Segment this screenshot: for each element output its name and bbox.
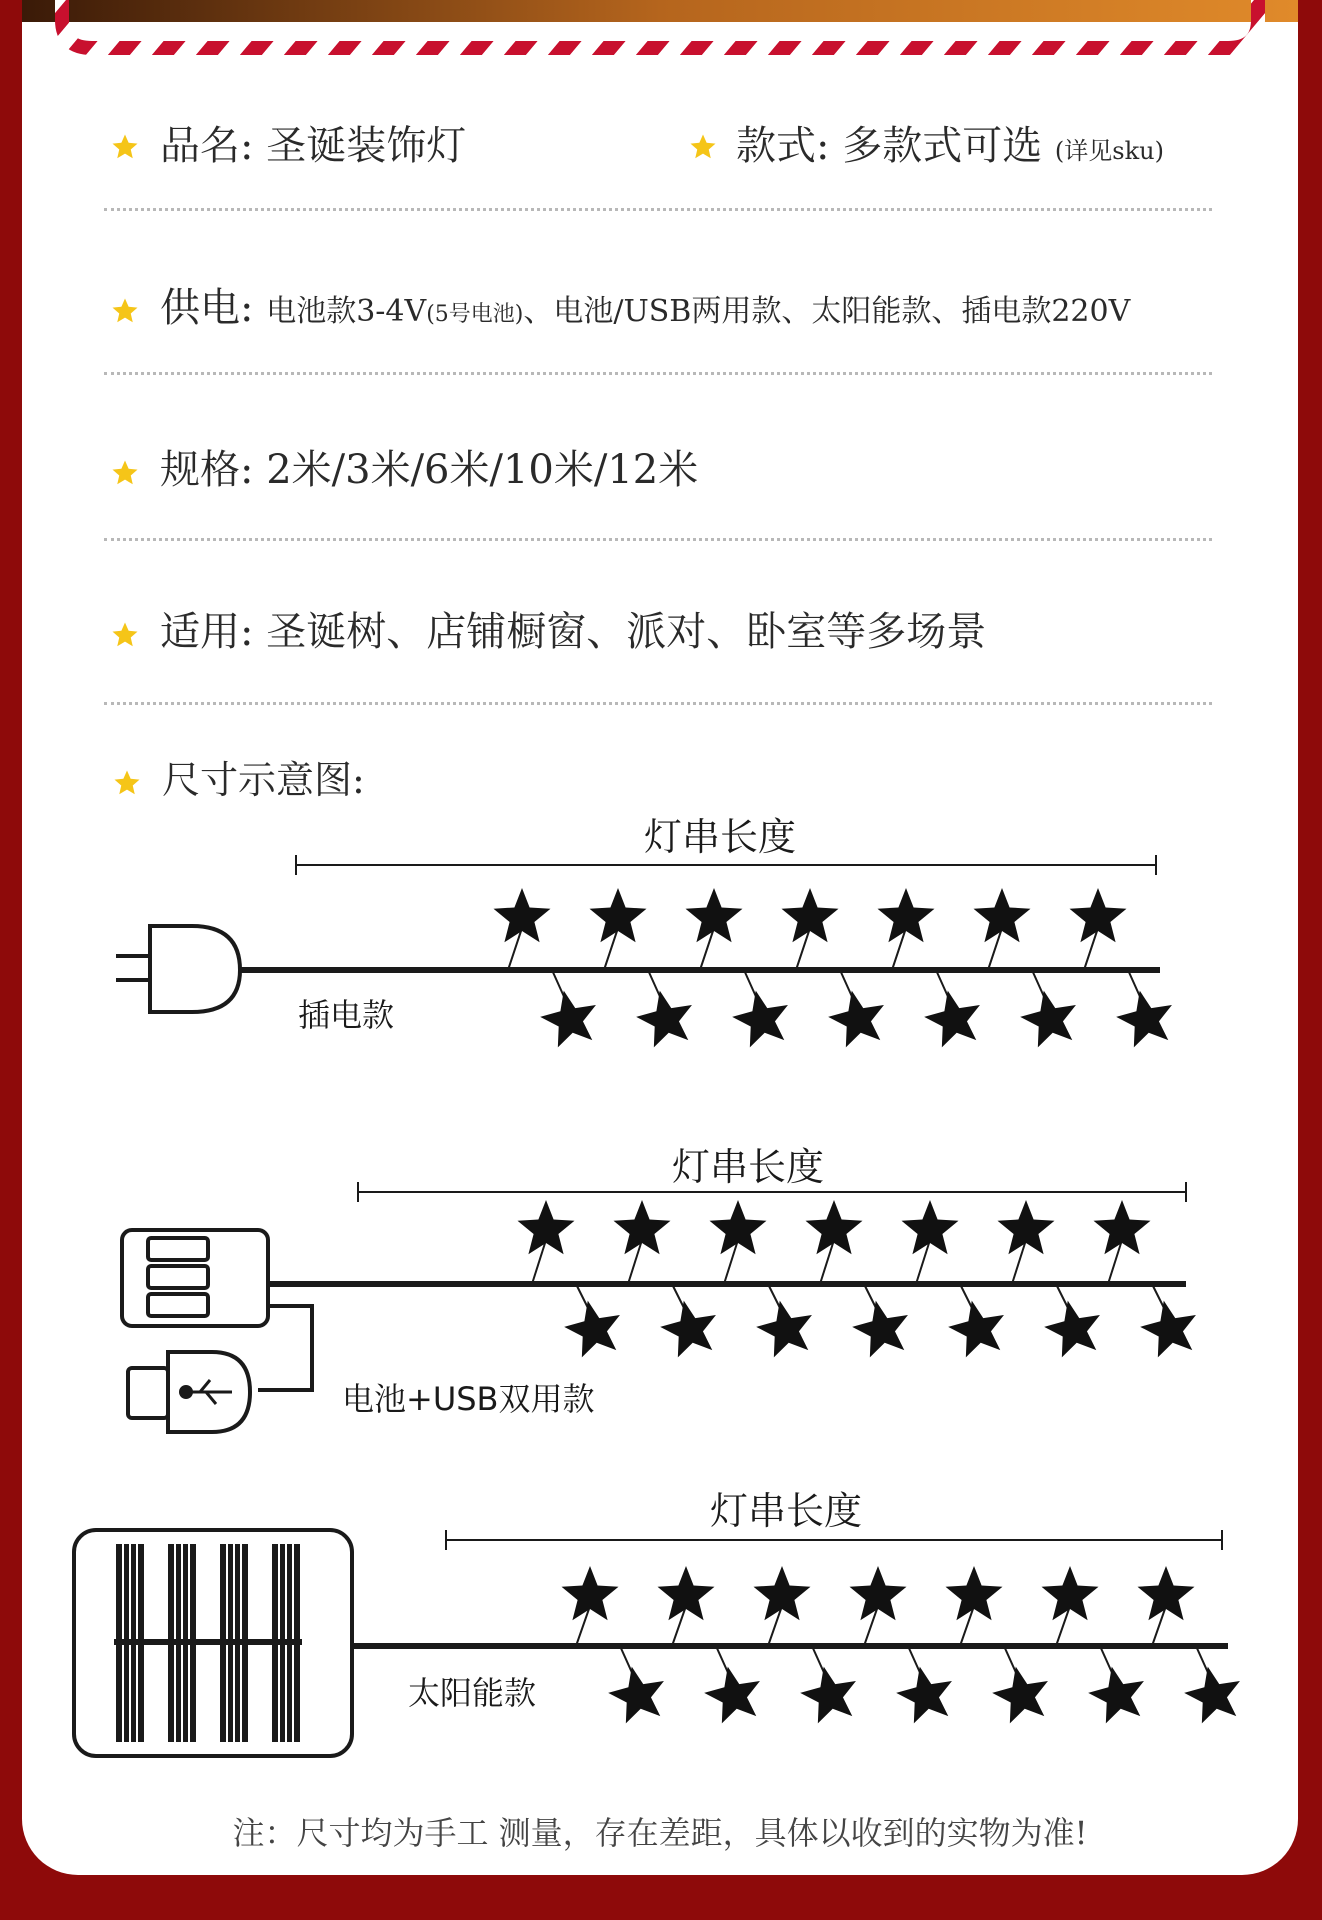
star-bulb	[656, 1295, 723, 1360]
star-bulb	[824, 985, 891, 1050]
spec-key: 款式:	[736, 123, 830, 169]
type-label: 太阳能款	[408, 1674, 537, 1712]
star-bulb	[850, 1566, 907, 1620]
star-bulb	[604, 1661, 671, 1726]
star-bullet-icon	[110, 620, 140, 650]
star-bulb	[782, 888, 839, 942]
star-bulb	[560, 1295, 627, 1360]
spec-card	[22, 0, 1298, 1875]
dotted-divider	[104, 702, 1212, 705]
star-bulb	[1180, 1661, 1247, 1726]
star-bulb	[1042, 1566, 1099, 1620]
type-label: 电池+USB双用款	[342, 1380, 595, 1418]
star-bulb	[1040, 1295, 1107, 1360]
spec-value: 电池款3-4V	[266, 294, 427, 329]
battery-box-icon	[122, 1230, 268, 1326]
star-bullet-icon	[110, 458, 140, 488]
dotted-divider	[104, 208, 1212, 211]
star-bulb	[946, 1566, 1003, 1620]
star-bulb	[562, 1566, 619, 1620]
spec-note: (详见sku)	[1054, 137, 1164, 165]
length-bracket	[358, 1182, 1186, 1202]
star-bulb	[518, 1200, 575, 1254]
star-bulb	[494, 888, 551, 942]
footnote: 注：尺寸均为手工 测量，存在差距，具体以收到的实物为准!	[232, 1814, 1088, 1852]
spec-value: 圣诞装饰灯	[266, 123, 467, 169]
star-bullet-icon	[110, 132, 140, 162]
battery-usb-diagram	[22, 1180, 1298, 1440]
spec-note: (5号电池)	[426, 302, 524, 327]
star-bulb	[536, 985, 603, 1050]
star-bulb	[632, 985, 699, 1050]
spec-usage	[160, 608, 986, 656]
star-bulb	[806, 1200, 863, 1254]
star-bulb	[998, 1200, 1055, 1254]
spec-size	[160, 446, 698, 494]
star-bulb	[892, 1661, 959, 1726]
star-bulb	[710, 1200, 767, 1254]
length-label: 灯串长度	[710, 1489, 863, 1533]
type-label: 插电款	[298, 996, 395, 1034]
spec-key: 供电:	[160, 285, 254, 331]
star-bulb	[1138, 1566, 1195, 1620]
usb-plug-icon	[128, 1352, 250, 1432]
star-bulb	[754, 1566, 811, 1620]
dotted-divider	[104, 372, 1212, 375]
spec-tail: 、电池/USB两用款、太阳能款、插电款220V	[523, 294, 1131, 329]
length-label: 灯串长度	[672, 1145, 825, 1189]
plug-diagram	[22, 850, 1298, 1050]
star-bulb	[700, 1661, 767, 1726]
star-bulb	[590, 888, 647, 942]
star-bulb	[1112, 985, 1179, 1050]
spec-name	[160, 122, 466, 170]
spec-power	[160, 284, 1130, 339]
star-bulb	[1016, 985, 1083, 1050]
solar-diagram	[22, 1524, 1298, 1764]
star-bulb	[752, 1295, 819, 1360]
star-bulb	[848, 1295, 915, 1360]
spec-value: 圣诞树、店铺橱窗、派对、卧室等多场景	[266, 609, 987, 655]
dotted-divider	[104, 538, 1212, 541]
length-bracket	[296, 855, 1156, 875]
star-bulb	[974, 888, 1031, 942]
star-bullet-icon	[110, 296, 140, 326]
star-bulb	[796, 1661, 863, 1726]
spec-key: 品名:	[160, 123, 254, 169]
candy-stripe-banner	[22, 0, 1298, 60]
spec-key: 适用:	[160, 609, 254, 655]
star-bulb	[614, 1200, 671, 1254]
spec-style	[736, 122, 1164, 175]
length-bracket	[446, 1530, 1222, 1550]
star-bullet-icon	[688, 132, 718, 162]
star-bulb	[1136, 1295, 1203, 1360]
spec-key: 规格:	[160, 447, 254, 493]
length-label: 灯串长度	[644, 815, 797, 859]
spec-value: 多款式可选	[842, 123, 1043, 169]
star-bullet-icon	[112, 768, 142, 798]
diagram-heading: 尺寸示意图:	[162, 758, 365, 802]
star-bulb	[944, 1295, 1011, 1360]
star-bulb	[686, 888, 743, 942]
solar-panel-icon	[74, 1530, 352, 1756]
star-bulb	[1070, 888, 1127, 942]
star-bulb	[920, 985, 987, 1050]
plug-icon	[116, 926, 240, 1012]
star-bulb	[878, 888, 935, 942]
star-bulb	[728, 985, 795, 1050]
spec-value: 2米/3米/6米/10米/12米	[266, 447, 699, 493]
star-bulb	[1094, 1200, 1151, 1254]
star-bulb	[658, 1566, 715, 1620]
star-bulb	[1084, 1661, 1151, 1726]
star-bulb	[988, 1661, 1055, 1726]
star-bulb	[902, 1200, 959, 1254]
